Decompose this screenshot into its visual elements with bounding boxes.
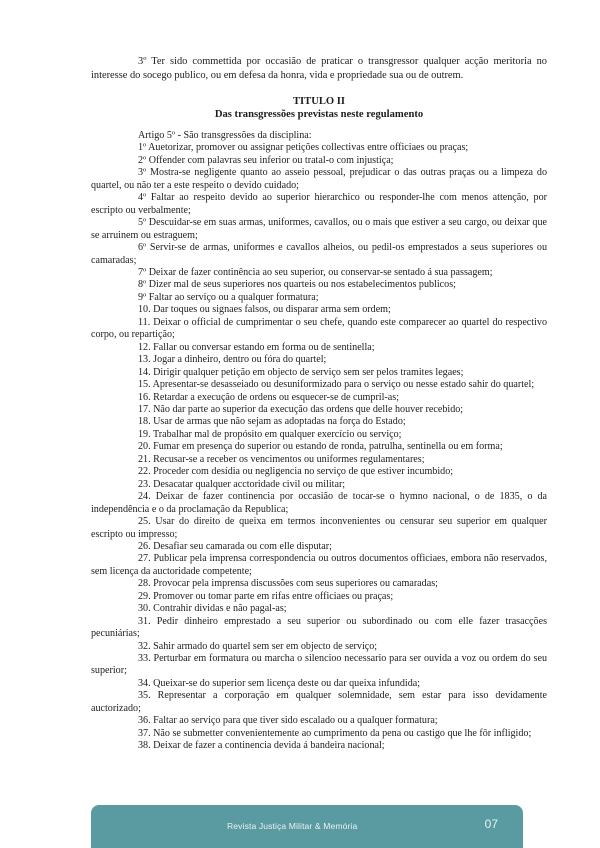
article-item: 34. Queixar-se do superior sem licença deste ou dar queixa infundida; [138,677,421,689]
journal-title: Revista Justiça Militar & Memória [227,821,358,831]
article-item: 36. Faltar ao serviço para que tiver sido escalado ou a qualquer formatura; [138,715,438,727]
article-item: 2º Offender com palavras seu inferior ou tratal-o com injustiça; [138,154,394,166]
section-title: TITULO II [292,96,346,107]
article-item: 9º Faltar ao serviço ou a qualquer formatura; [138,291,319,303]
article-item: 21. Recusar-se a receber os vencimentos ou uniformes regulamentares; [138,453,425,465]
article-item: 8º Dizer mal de seus superiores nos quarteis ou nos estabelecimentos publicos; [138,279,456,291]
article-item: 5º Descuidar-se em suas armas, uniformes, cavallos, ou o mais que estiver a seu cargo, ou deixar que se arruinem ou estraguem; [91,217,547,241]
article-item: 6º Servir-se de armas, uniformes e cavallos alheios, ou pedil-os emprestados a seus superiores ou camaradas; [91,242,547,266]
article-item: 1º Auetorizar, promover ou assignar petições collectivas entre officiaes ou praças; [138,142,469,154]
article-item: 15. Apresentar-se desasseiado ou desuniformizado para o serviço ou nesse estado sahir do quartel; [138,379,535,391]
article-item: 32. Sahir armado do quartel sem ser em objecto de serviço; [138,640,378,652]
article-item: 24. Deixar de fazer continencia por occasião de tocar-se o hymno nacional, o de 1835, o da independência e o da proclamação da Republica; [91,491,547,515]
article-item: 14. Dirigir qualquer petição em objecto de serviço sem ser pelos tramites legaes; [138,366,464,378]
article-item: 37. Não se submetter convenientemente ao cumprimento da pena ou castigo que lhe fôr infligido; [138,727,532,739]
article-item: 25. Usar do direito de queixa em termos inconvenientes ou censurar seu superior em qualquer escripto ou impresso; [91,516,547,540]
article-item: 31. Pedir dinheiro emprestado a seu superior ou subordinado ou com elle fazer trasacções pecuniárias; [91,615,547,640]
section-subtitle: Das transgressões previstas neste regulamento [214,109,424,120]
article-item: 17. Não dar parte ao superior da execução das ordens que delle houver recebido; [138,403,464,415]
article-item: 28. Provocar pela imprensa discussões com seus superiores ou camaradas; [138,578,438,590]
article-item: 12. Fallar ou conversar estando em forma ou de sentinella; [138,341,375,353]
article-item: 33. Perturbar em formatura ou marcha o silencioo necessario para ser ouvida a voz ou ordem do seu superior; [91,653,547,677]
article-item: 13. Jogar a dinheiro, dentro ou fóra do quartel; [138,354,327,366]
article-item: 11. Deixar o official de cumprimentar o seu chefe, quando este comparecer ao quartel do respectivo corpo, ou repartição; [91,316,547,341]
article-item: 7º Deixar de fazer continência ao seu superior, ou conservar-se sentado á sua passagem; [138,266,493,278]
article-item: 29. Promover ou tomar parte em rifas entre officiaes ou praças; [138,590,394,602]
article-item: 23. Desacatar qualquer acctoridade civil ou militar; [138,478,346,490]
article-item: 20. Fumar em presença do superior ou estando de ronda, patrulha, sentinella ou em forma; [138,441,503,453]
intro-paragraph: 3º Ter sido commettida por occasião de praticar o transgressor qualquer acção meritoria no interesse do socego publico, ou em defesa da honra, vida e propriedade sua ou de outrem. [91,56,547,82]
article-item: 10. Dar toques ou signaes falsos, ou disparar arma sem ordem; [138,304,391,316]
article-item: 26. Desafiar seu camarada ou com elle disputar; [138,540,332,552]
article-item: 30. Contrahir dividas e não pagal-as; [138,603,287,615]
article-item: 35. Representar a corporação em qualquer solemnidade, sem estar para isso devidamente auctorizado; [91,690,547,714]
article-item: 16. Retardar a execução de ordens ou esquecer-se de cumpril-as; [138,391,399,403]
page-number: 07 [484,817,498,831]
article-item: 18. Usar de armas que não sejam as adoptadas na força do Estado; [138,416,406,428]
footer-band [91,805,523,848]
article-item: 38. Deixar de fazer a continencia devida á bandeira nacional; [138,740,385,752]
article-item: 3º Mostra-se negligente quanto ao asseio pessoal, prejudicar o das outras praças ou a limpeza do quartel, ou não ter a este respeito o devido cuidado; [91,167,547,191]
article-heading: Artigo 5º - São transgressões da disciplina: [138,130,312,141]
article-item: 4º Faltar ao respeito devido ao superior hierarchico ou responder-lhe com menos attenção, por escripto ou verbalmente; [91,192,547,216]
article-item: 27. Publicar pela imprensa correspondencia ou outros documentos officiaes, embora não reservados, sem licença da auctoridade competente; [91,553,547,577]
articles-list [91,130,547,753]
article-item: 19. Trabalhar mal de propósito em qualquer exercício ou serviço; [138,428,402,440]
article-item: 22. Proceder com desídia ou negligencia no serviço de que estiver incumbido; [138,466,454,478]
